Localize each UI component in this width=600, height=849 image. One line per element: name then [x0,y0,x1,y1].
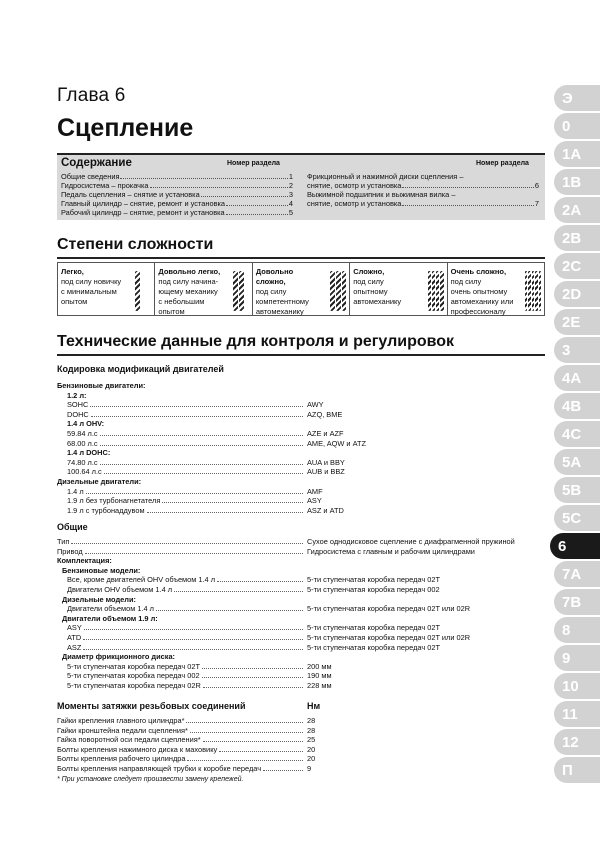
spec-row [57,633,537,642]
toc-heading: Содержание [61,157,132,169]
spec-row [57,614,537,623]
difficulty-title: Довольно сложно, [255,267,294,286]
spec-leader-dots [174,585,303,592]
difficulty-level-3 [253,263,350,315]
spec-leader-dots [263,764,303,771]
spec-row [57,764,537,773]
chapter-title: Сцепление [57,114,194,142]
tab-chapter-4B[interactable]: 4B [554,393,600,419]
spec-label: ASZ [67,642,82,652]
spec-label: Гайки крепления главного цилиндра* [57,716,185,725]
spec-label: 100.64 л.с [67,467,102,477]
toc-entry-number: 2 [288,181,293,190]
spec-label: SOHC [67,400,89,410]
footnote: * При установке следует произвести замену крепежей. [57,776,244,783]
spec-row [57,716,537,725]
toc-entry-title: Общие сведения [61,172,120,181]
spec-label: Все, кроме двигателей OHV объемом 1.4 л [67,575,216,585]
difficulty-desc-line: опытному [353,287,388,296]
spec-value: 9 [307,764,312,773]
difficulty-level-5 [448,263,544,315]
difficulty-desc-line: автомеханику [255,307,304,316]
spec-label: Гайки кронштейна педали сцепления* [57,725,188,735]
difficulty-desc-line: с минимальным [61,287,117,296]
difficulty-title: Довольно легко, [158,267,221,276]
spec-row [57,595,537,604]
toc-entry [307,199,539,208]
spec-leader-dots [219,745,303,752]
spec-value: AUA и BBY [307,457,345,467]
spec-label: 59.84 л.с [67,429,98,438]
spec-row [57,662,537,671]
spec-leader-dots [203,735,303,742]
spec-leader-dots [83,643,303,650]
spring-icon [135,271,151,311]
spec-label: Бензиновые двигатели: [57,381,146,390]
spec-label: 1.2 л: [67,390,87,400]
spec-label: Тип [57,537,70,546]
tab-chapter-2E[interactable]: 2E [554,309,600,335]
tab-chapter-4C[interactable]: 4C [554,421,600,447]
difficulty-desc-line: автомеханику [353,297,402,306]
difficulty-desc-line: под силу начина- [158,277,219,286]
spec-label: ASY [67,623,82,633]
techdata-heading: Технические данные для контроля и регулировок [57,333,455,350]
toc-section-label-left: Номер раздела [227,160,280,167]
spec-row [57,410,537,419]
difficulty-desc-line: под силу [353,277,384,286]
toc-entry [61,181,293,190]
difficulty-desc-line: под силу [450,277,482,286]
tab-chapter-12[interactable]: 12 [554,729,600,755]
tab-chapter-2D[interactable]: 2D [554,281,600,307]
tab-chapter-1B[interactable]: 1B [554,169,600,195]
tab-chapter-9[interactable]: 9 [554,645,600,671]
spec-row [57,547,537,556]
spec-leader-dots [100,458,303,465]
spec-row [57,726,537,735]
difficulty-level-2 [155,263,252,315]
spec-row [57,477,537,486]
spec-leader-dots [156,604,303,611]
difficulty-desc-line: под силу новичку [61,277,122,286]
tab-chapter-3[interactable]: 3 [554,337,600,363]
difficulty-desc-line: ющему механику [158,287,218,296]
general-heading: Общие [57,522,88,532]
spec-row [57,623,537,632]
difficulty-scale [57,262,545,316]
spec-label: 5-ти ступенчатая коробка передач 002 [67,671,200,681]
difficulty-level-1 [58,263,155,315]
spec-label: 74.80 л.с [67,457,98,467]
toc-leader-dots [201,190,288,197]
spec-label: 1.4 л DOHC: [67,448,111,458]
spec-label: 1.9 л без турбонагнетателя [67,496,161,506]
spec-leader-dots [104,467,303,474]
toc-entry [307,172,539,181]
spec-row [57,556,537,565]
toc-entry [61,190,293,199]
spec-label: ATD [67,633,82,642]
difficulty-desc-line: опытом [158,307,185,316]
spec-label: Двигатели объемом 1.4 л [67,604,154,614]
spring-icon [525,271,541,311]
torque-unit: Нм [307,701,321,711]
spec-leader-dots [71,537,303,544]
spec-row [57,458,537,467]
spec-label: 5-ти ступенчатая коробка передач 02R [67,681,201,690]
difficulty-title: Очень сложно, [450,267,507,276]
toc-entry [307,181,539,190]
spec-row [57,652,537,661]
toc-section-label-right: Номер раздела [476,160,529,167]
spec-row [57,537,537,546]
toc-entry [61,199,293,208]
spec-value: Сухое однодисковое сцепление с диафрагменной пружиной [307,537,515,546]
difficulty-desc-line: опытом [61,297,88,306]
spec-value: 20 [307,754,316,764]
spec-row [57,585,537,594]
spec-leader-dots [83,633,303,640]
toc-leader-dots [120,172,287,179]
toc-entry-number: 3 [288,190,293,199]
spec-label: Болты крепления нажимного диска к маховику [57,744,218,754]
spec-value: 5-ти ступенчатая коробка передач 02T [307,575,440,585]
toc-right-column [307,172,539,208]
spec-label: 68.00 л.с [67,438,98,448]
spec-row [57,400,537,409]
tab-chapter-7A[interactable]: 7A [554,561,600,587]
spec-label: Комплектация: [57,556,112,566]
spec-value: ASZ и ATD [307,505,344,515]
spec-label: 1.4 л OHV: [67,419,105,429]
spec-row [57,671,537,680]
spec-row [57,506,537,515]
spec-label: Дизельные модели: [62,594,136,604]
difficulty-title: Сложно, [353,267,385,276]
spec-value: AZE и AZF [307,429,344,438]
spec-row [57,419,537,428]
spec-row [57,487,537,496]
spec-row [57,681,537,690]
toc-entry-number: 6 [534,181,539,190]
difficulty-title: Легко, [61,267,84,276]
toc-entry-title: Педаль сцепления – снятие и установка [61,190,200,199]
tab-chapter-7B[interactable]: 7B [554,589,600,615]
spec-label: DOHC [67,409,89,419]
chapter-label: Глава 6 [57,85,126,106]
spec-value: AUB и BBZ [307,467,345,477]
spec-row [57,566,537,575]
spec-value: AMF [307,486,323,496]
spec-row [57,735,537,744]
spec-value: AZQ, BME [307,409,343,419]
toc-entry [61,172,293,181]
spec-leader-dots [85,547,303,554]
tab-chapter-0[interactable]: 0 [554,113,600,139]
spec-leader-dots [84,623,303,630]
spec-label: Гайка поворотной оси педали сцепления* [57,735,201,745]
spec-row [57,439,537,448]
difficulty-desc-line: под силу [255,287,287,296]
toc-entry [307,190,539,199]
spec-leader-dots [187,754,303,761]
spec-value: 200 мм [307,661,332,671]
toc-leader-dots [402,199,533,206]
toc-leader-dots [402,181,533,188]
spec-label: 1.9 л с турбонаддувом [67,505,145,515]
spec-value: Гидросистема с главным и рабочим цилиндрами [307,546,475,556]
spec-leader-dots [190,726,303,733]
spec-leader-dots [90,400,303,407]
spec-value: ASY [307,496,322,506]
tab-chapter-1A[interactable]: 1A [554,141,600,167]
spec-leader-dots [202,671,303,678]
spec-value: AWY [307,400,324,410]
spec-value: 28 [307,725,316,735]
spec-value: 20 [307,744,316,754]
tab-chapter-6[interactable]: 6 [550,533,600,559]
spec-row [57,575,537,584]
toc-entry-title: Гидросистема – прокачка [61,181,149,190]
spec-label: Бензиновые модели: [62,565,141,575]
spec-leader-dots [86,487,303,494]
spec-row [57,391,537,400]
spec-value: 25 [307,735,316,745]
spec-row [57,745,537,754]
toc-leader-dots [150,181,288,188]
difficulty-rule [57,257,545,259]
difficulty-desc-line: профессионалу [450,307,506,316]
tab-chapter-4A[interactable]: 4A [554,365,600,391]
spec-leader-dots [162,496,303,503]
tab-chapter-11[interactable]: 11 [554,701,600,727]
spec-label: Дизельные двигатели: [57,477,142,486]
difficulty-desc-line: очень опытному [450,287,508,296]
spec-label: Привод [57,546,83,556]
tab-chapter-5B[interactable]: 5B [554,477,600,503]
tab-chapter-Э[interactable]: Э [554,85,600,111]
spec-row [57,604,537,613]
difficulty-heading: Степени сложности [57,236,214,253]
toc-entry-title: Рабочий цилиндр – снятие, ремонт и установка [61,208,225,217]
torque-heading: Моменты затяжки резьбовых соединений [57,701,246,711]
spec-value: 5-ти ступенчатая коробка передач 02T или 02R [307,633,471,642]
toc-entry-title: снятие, осмотр и установка [307,199,402,208]
spec-leader-dots [100,429,303,436]
spec-leader-dots [147,506,303,513]
toc-entry-title: снятие, осмотр и установка [307,181,402,190]
toc-entry-number: 4 [288,199,293,208]
tab-chapter-10[interactable]: 10 [554,673,600,699]
spring-icon [233,271,249,311]
spec-label: Двигатели OHV объемом 1.4 л [67,585,173,594]
tab-chapter-8[interactable]: 8 [554,617,600,643]
spec-label: 1.4 л [67,486,84,496]
toc-entry-number: 5 [288,208,293,217]
spec-value: 190 мм [307,671,332,681]
spec-row [57,467,537,476]
toc-entry-number: 1 [288,172,293,181]
tab-chapter-П[interactable]: П [554,757,600,783]
spec-value: 5-ти ступенчатая коробка передач 002 [307,585,440,594]
spec-value: 5-ти ступенчатая коробка передач 02T [307,642,440,652]
spec-leader-dots [217,575,303,582]
tab-chapter-2A[interactable]: 2A [554,197,600,223]
spec-row [57,448,537,457]
difficulty-desc-line: автомеханику или [450,297,514,306]
spec-value: 5-ти ступенчатая коробка передач 02T или 02R [307,604,471,614]
spec-label: Болты крепления рабочего цилиндра [57,754,186,764]
spec-value: 5-ти ступенчатая коробка передач 02T [307,623,440,633]
spec-leader-dots [203,681,303,688]
spec-label: 5-ти ступенчатая коробка передач 02T [67,661,200,671]
toc-entry [61,208,293,217]
toc-entry-number: 7 [534,199,539,208]
toc-box [57,153,545,220]
toc-leader-dots [226,199,288,206]
tab-chapter-5A[interactable]: 5A [554,449,600,475]
toc-left-column [61,172,293,217]
spring-icon [330,271,346,311]
spec-row [57,754,537,763]
difficulty-desc-line: с небольшим [158,297,205,306]
toc-entry-title: Фрикционный и нажимной диски сцепления – [307,172,464,181]
codes-heading: Кодировка модификаций двигателей [57,364,224,374]
spring-icon [428,271,444,311]
spec-row [57,429,537,438]
spec-leader-dots [202,662,303,669]
tab-chapter-5C[interactable]: 5C [554,505,600,531]
difficulty-level-4 [350,263,447,315]
spec-leader-dots [100,439,303,446]
spec-value: 28 [307,716,316,725]
tab-chapter-2C[interactable]: 2C [554,253,600,279]
spec-label: Болты крепления направляющей трубки к коробке передач [57,764,262,773]
techdata-rule [57,354,545,356]
spec-row [57,381,537,390]
spec-label: Диаметр фрикционного диска: [62,652,176,662]
toc-entry-title: Выжимной подшипник и выжимная вилка – [307,190,456,199]
toc-leader-dots [226,208,288,215]
spec-row [57,496,537,505]
difficulty-desc-line: компетентному [255,297,309,306]
spec-label: Двигатели объемом 1.9 л: [62,613,158,623]
tab-chapter-2B[interactable]: 2B [554,225,600,251]
spec-row [57,643,537,652]
spec-value: 228 мм [307,681,332,690]
spec-leader-dots [91,410,303,417]
spec-value: AME, AQW и ATZ [307,438,367,448]
toc-entry-title: Главный цилиндр – снятие, ремонт и установка [61,199,226,208]
spec-leader-dots [186,716,303,723]
